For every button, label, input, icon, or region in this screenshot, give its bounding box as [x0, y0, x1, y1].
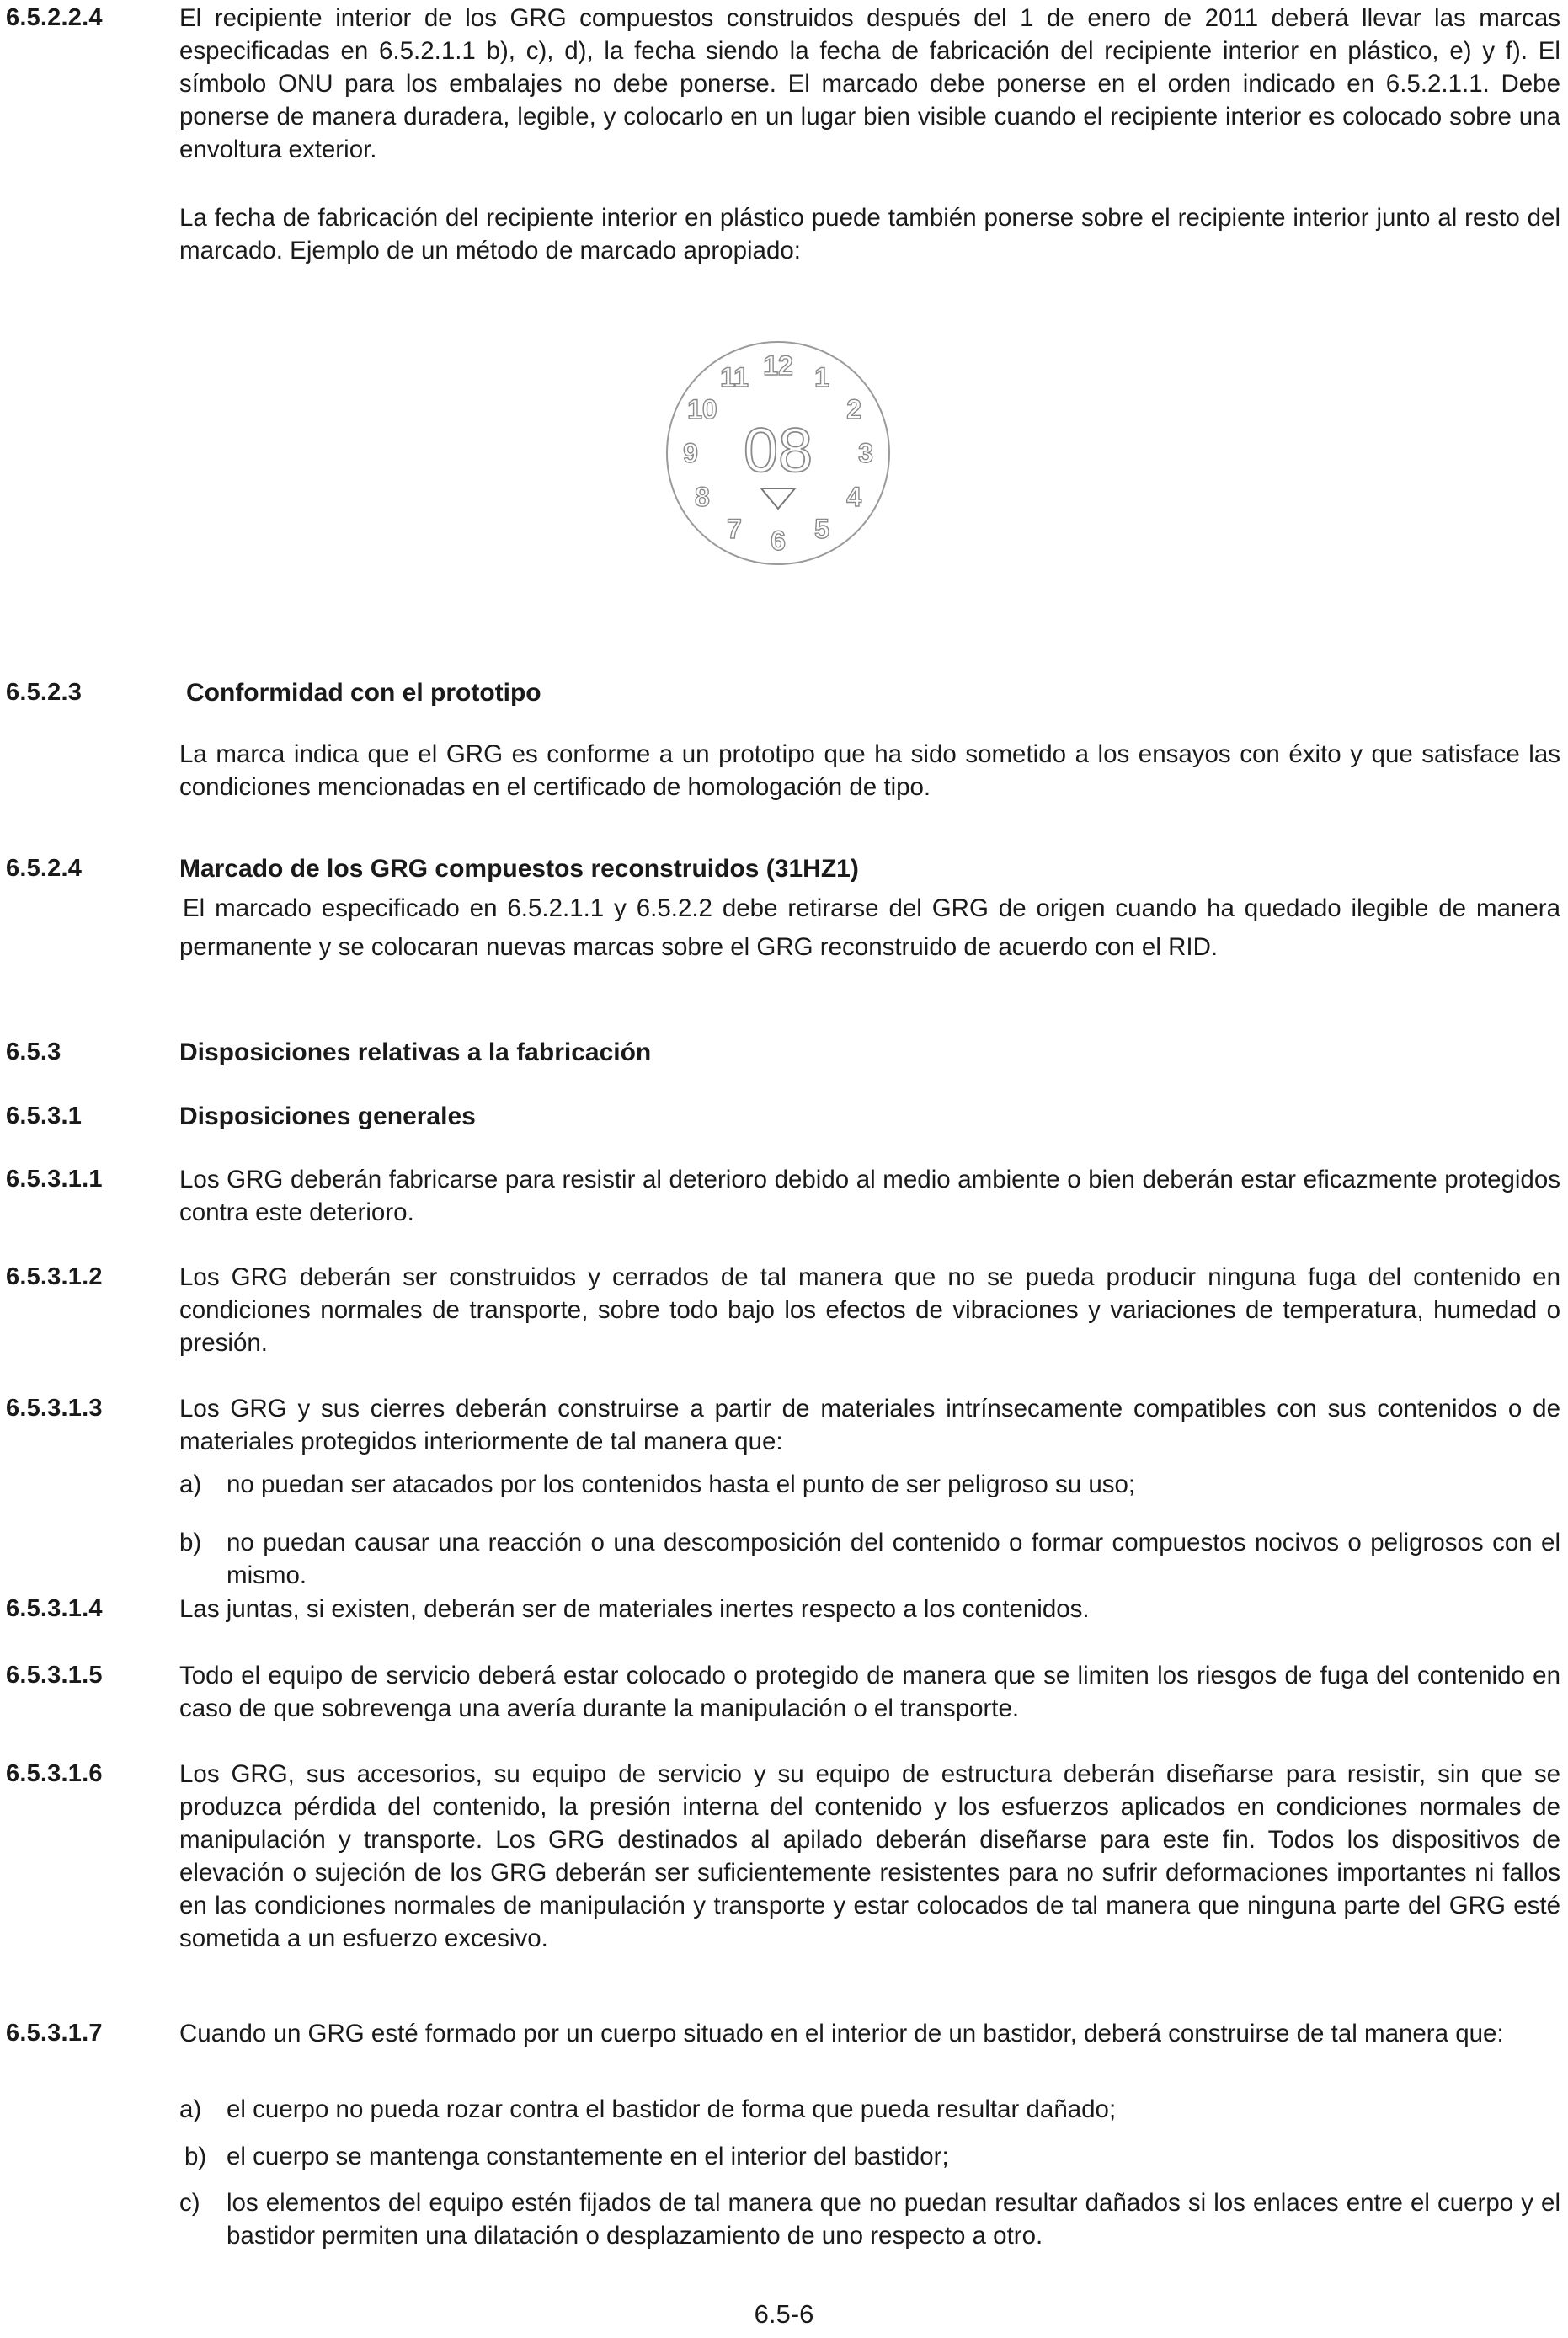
dial-hour-label: 9	[683, 438, 698, 468]
list-item-text: no puedan causar una reacción o una descomposición del contenido o formar compuestos nocivos o peligrosos con el mismo.	[227, 1529, 1560, 1589]
dial-hour-label: 7	[727, 514, 742, 545]
section-number: 6.5.3.1	[6, 1102, 83, 1129]
dial-hour-label: 3	[858, 438, 873, 468]
section-number: 6.5.2.3	[6, 679, 83, 706]
section-paragraph: El recipiente interior de los GRG compuestos construidos después del 1 de enero de 2011 deberá llevar las marcas especificadas en 6.5.2.1.1 b), c), d), la fecha siendo la fecha de fabricación del recipiente interior en plástico, e) y f). El símbolo ONU para los embalajes no debe ponerse. El marcado debe ponerse en el orden indicado en 6.5.2.1.1. Debe ponerse de manera duradera, legible, y colocarlo en un lugar bien visible cuando el recipiente interior es colocado sobre una envoltura exterior.	[179, 4, 1560, 163]
dial-hour-label: 8	[695, 482, 710, 512]
section-number: 6.5.3.1.6	[6, 1760, 103, 1787]
section-title: Disposiciones relativas a la fabricación	[179, 1038, 652, 1066]
section-paragraph-2: La fecha de fabricación del recipiente interior en plástico puede también ponerse sobre el recipiente interior junto al resto del marcado. Ejemplo de un método de marcado apropiado:	[179, 204, 1560, 264]
dial-hour-label: 6	[771, 526, 786, 556]
dial-year-label: 08	[743, 415, 813, 485]
dial-hour-label: 5	[814, 514, 829, 545]
section-paragraph: Las juntas, si existen, deberán ser de materiales inertes respecto a los contenidos.	[179, 1595, 1090, 1623]
section-title: Marcado de los GRG compuestos reconstruidos (31HZ1)	[179, 855, 859, 883]
section-number: 6.5.3.1.2	[6, 1263, 103, 1290]
list-item-label: a)	[179, 1471, 202, 1498]
section-paragraph: Los GRG y sus cierres deberán construirse a partir de materiales intrínsecamente compatibles con sus contenidos o de materiales protegidos interiormente de tal manera que:	[179, 1395, 1560, 1455]
page-number: 6.5-6	[754, 2299, 814, 2329]
section-number: 6.5.2.4	[6, 855, 83, 882]
list-item-label: a)	[179, 2095, 202, 2123]
section-paragraph: Los GRG, sus accesorios, su equipo de servicio y su equipo de estructura deberán diseñarse para resistir, sin que se produzca pérdida del contenido, la presión interna del contenido y los esfuerzos aplicados en condiciones normales de manipulación y transporte. Los GRG destinados al apilado deberán diseñarse para este fin. Todos los dispositivos de elevación o sujeción de los GRG deberán ser suficientemente resistentes para no sufrir deformaciones importantes ni fallos en las condiciones normales de manipulación y transporte y estar colocados de tal manera que ninguna parte del GRG esté sometida a un esfuerzo excesivo.	[179, 1760, 1560, 1952]
list-item-text: los elementos del equipo estén fijados de tal manera que no puedan resultar dañados si los enlaces entre el cuerpo y el bastidor permiten una dilatación o desplazamiento de uno respecto a otro.	[227, 2189, 1560, 2250]
section-title: Conformidad con el prototipo	[186, 679, 541, 707]
list-item-text: el cuerpo no pueda rozar contra el bastidor de forma que pueda resultar dañado;	[227, 2095, 1117, 2123]
dial-hour-label: 1	[814, 361, 829, 392]
list-item-label: b)	[184, 2143, 207, 2170]
section-paragraph: La marca indica que el GRG es conforme a un prototipo que ha sido sometido a los ensayos con éxito y que satisface las condiciones mencionadas en el certificado de homologación de tipo.	[179, 740, 1560, 801]
dial-hour-label: 2	[846, 394, 861, 424]
date-marking-dial	[660, 335, 896, 571]
section-number: 6.5.3.1.1	[6, 1166, 103, 1193]
list-item-text: no puedan ser atacados por los contenidos hasta el punto de ser peligroso su uso;	[227, 1471, 1136, 1498]
section-number: 6.5.3.1.4	[6, 1595, 103, 1622]
section-number: 6.5.3	[6, 1038, 61, 1065]
dial-hour-label: 12	[763, 350, 793, 381]
section-paragraph: Todo el equipo de servicio deberá estar colocado o protegido de manera que se limiten los riesgos de fuga del contenido en caso de que sobrevenga una avería durante la manipulación o el transporte.	[179, 1662, 1560, 1722]
section-paragraph: El marcado especificado en 6.5.2.1.1 y 6.5.2.2 debe retirarse del GRG de origen cuando ha quedado ilegible de manera permanente y se colocaran nuevas marcas sobre el GRG reconstruido de acuerdo con el RID.	[179, 894, 1560, 961]
section-paragraph: Cuando un GRG esté formado por un cuerpo situado en el interior de un bastidor, deberá construirse de tal manera que:	[179, 2020, 1504, 2047]
dial-hour-label: 11	[720, 361, 749, 392]
list-item-label: c)	[179, 2189, 200, 2217]
dial-hour-label: 4	[846, 482, 861, 512]
section-number: 6.5.3.1.7	[6, 2020, 103, 2047]
list-item-text: el cuerpo se mantenga constantemente en el interior del bastidor;	[227, 2143, 949, 2170]
section-number: 6.5.3.1.3	[6, 1395, 103, 1422]
section-title: Disposiciones generales	[179, 1102, 476, 1130]
list-item-label: b)	[179, 1529, 202, 1556]
section-paragraph: Los GRG deberán ser construidos y cerrados de tal manera que no se pueda producir ninguna fuga del contenido en condiciones normales de transporte, sobre todo bajo los efectos de vibraciones y variaciones de temperatura, humedad o presión.	[179, 1263, 1560, 1357]
section-number: 6.5.3.1.5	[6, 1662, 103, 1689]
dial-hour-label: 10	[687, 394, 717, 424]
section-paragraph: Los GRG deberán fabricarse para resistir al deterioro debido al medio ambiente o bien deberán estar eficazmente protegidos contra este deterioro.	[179, 1166, 1560, 1226]
section-number: 6.5.2.2.4	[6, 4, 103, 31]
